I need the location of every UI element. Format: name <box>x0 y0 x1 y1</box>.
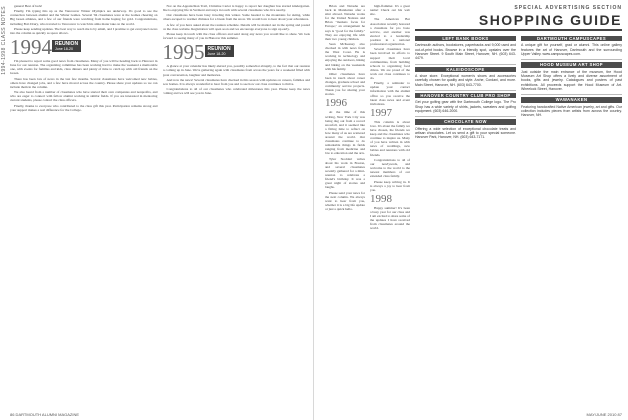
right-page <box>315 0 628 420</box>
note-paragraph: Please keep writing in. It is always a joy to hear from you. <box>370 179 410 192</box>
note-paragraph: This column is about love. It's about the family we have chosen, the friends we keep and the classmates who continue to inspire us. Many of you have written in with news of weddings, new babies and reunions with old friends. <box>370 119 410 157</box>
class-year-number: 1998 <box>370 192 392 205</box>
listing-heading: CHOCOLATE NOW <box>415 119 516 124</box>
note-paragraph: Please send your news for the next column. We always want to hear from you, whether it is a big life update or just a quick hello. <box>325 190 365 211</box>
note-paragraph: Congratulations to all of our classmates who celebrated milestones this year. Please keep the news coming and we will see you in June. <box>162 87 310 96</box>
reunion-label: REUNION <box>207 46 231 53</box>
note-paragraph: The American Bar Association recently honored a classmate for pro bono service, and another was elected to a leadership position in a national professional organization. <box>370 17 410 47</box>
listing-heading: HANOVER COUNTRY CLUB PRO SHOP <box>415 93 516 98</box>
note-paragraph: A glance at your calendar has likely alerted you, possibly somewhat abruptly, to the fact that our reunion is coming up in June. We're gathering again with classmates from across the years for a weekend filled with great conversation, laughter and memories. <box>162 64 310 77</box>
shopping-guide-columns <box>415 36 622 406</box>
note-paragraph: Please keep in touch with the class officers and send along any news you would like to share. We look forward to seeing many of you in Hanover this summer. <box>162 32 310 41</box>
listing-body: A unique gift for yourself, grad or alumni. This online gallery features the art of Hanover, Dartmouth and the surrounding Upper Valley. www.campuscapes.com. <box>521 43 622 56</box>
note-paragraph: There has been lots of news in the last few months. Several classmates have welcomed new babies, others have changed jobs, and a few have moved across the country. Please share your updates so we can include them in the column. <box>10 76 158 89</box>
class-notes-right-columns <box>325 4 410 406</box>
note-paragraph: Finally, I'm typing this up as the Vancouver Winter Olympics are underway. It's good to see the connection between alumni and the Winter Games. Several '94 classmates were at the Games cheering on Big Green athletes, and a few of our friends were watching from home hoping for gold. Congratulations, including Bob Drury, who traveled to Vancouver to watch his alma mater take on the world. <box>10 9 158 26</box>
note-paragraph: Several classmates have been involved in efforts to support their local communities, from building schools to organizing food drives. We are proud of the work our class continues to do. <box>370 47 410 80</box>
note-paragraph: We also heard from a number of classmates who have started their own companies and nonprofits, and who are eager to connect with fellow alumni working in similar fields. If you are interested in mentoring current students, please contact the class officers. <box>10 90 158 103</box>
note-paragraph: I'm pleased to report some good news from classmates. Many of you will be heading back to Hanover in June for our reunion. The organizing committee has been working hard to make the weekend a memorable one, with events for families and kids, class dinners and plenty of time to catch up with old friends on the Green. <box>10 59 158 76</box>
listing-divider <box>415 64 516 65</box>
class-notes-columns <box>10 4 310 406</box>
listing-body: A shoe store. Exceptional women's shoes and accessories carefully chosen for quality and style. Arche, Cordani, and more. Main Street, Hanover, NH. (603) 643-7700. <box>415 74 516 87</box>
notes-column <box>325 4 365 406</box>
listing-body: Get your golfing gear with the Dartmouth College logo. The Pro Shop has a wide variety of shirts, jackets, sweaters and golfing equipment. (603) 646-2000. <box>415 100 516 113</box>
listing-heading: DARTMOUTH CAMPUSCAPES <box>521 36 622 41</box>
class-year-number: 1997 <box>370 106 392 119</box>
right-folio: MAY/JUNE 2010 87 <box>586 412 622 417</box>
class-year-heading <box>162 40 311 65</box>
reunion-date: June 18-20 <box>55 47 73 52</box>
note-paragraph: Other classmates have been in touch about career changes, graduate school and community service projects. Thank you for sharing your stories. <box>325 71 365 97</box>
listing-body: Offering a wide selection of exceptional chocolate treats and artisan chocolates. Let us send a gift to your special someone. Hanover Park, Hanover, NH. (603) 643-7171. <box>415 126 516 140</box>
note-paragraph: At the time of this writing, New York City was being dug out from a record snowfall, and it seemed like a fitting time to reflect on how many of us are scattered around the world. Our classmates continue to do remarkable things in fields ranging from medicine and law to education and the arts. <box>325 110 365 156</box>
notes-column <box>370 4 410 406</box>
listing-heading: LEFT BANK BOOKS <box>415 36 516 41</box>
note-paragraph: A few of you have asked about the reunion schedule. Details will be mailed out in the spring and posted on the class website. Registration will open soon and we encourage everyone to sign up early. <box>162 22 310 31</box>
listing-divider <box>415 90 516 91</box>
listing-divider <box>415 116 516 117</box>
listing-body: Featuring handcrafted Native American jewelry, art and gifts. Our collection includes pieces from artists from across the country. Hanover, NH. <box>521 104 622 118</box>
listing-divider <box>521 94 622 95</box>
listing-heading: KALEIDOSCOPE <box>415 67 516 72</box>
notes-column <box>10 4 158 406</box>
special-advertising-label: SPECIAL ADVERTISING SECTION <box>514 5 622 11</box>
class-year-heading <box>10 35 158 60</box>
note-paragraph: Sean McKeeney also checked in with news from the West Coast. He is working in technology and enjoying the outdoors, hiking and biking on the weekends with his family. <box>325 42 365 71</box>
note-paragraph: Congratulations to all of our newlyweds, and welcome to the world to the newest members of our extended class family. <box>370 157 410 179</box>
listing-body: Just outside the main entrance of the museum, the Hood Museum Art Shop offers a lively and diverse assortment of books, gifts and jewelry. Catalogues and posters of past exhibitions. All proceeds support the Hood Museum of Art. Wheelock Street, Hanover. <box>521 69 622 91</box>
note-paragraph: Finally, thanks to everyone who contributed to the class gift this year. Participation remains strong and your support makes a real difference for the College. <box>10 103 158 112</box>
class-year-number: 1996 <box>325 97 347 110</box>
note-paragraph: Brian and Natasha are back in Manhattan after a stint abroad. Natasha works for the United Nations and Brian ''markets focus for Europe,'' an arrangement he says is ''good for the family.'' They are enjoying life with their two young children. <box>325 4 365 41</box>
reunion-date: June 18-20 <box>207 52 226 57</box>
listing-heading: HOOD MUSEUM ART SHOP <box>521 62 622 67</box>
reunion-badge <box>52 40 81 52</box>
note-paragraph: Our classmates have been busy traveling this winter. Some headed to the mountains for skiing, while others escaped to warmer climates for a break from the snow. We would love to hear about your adventures. <box>162 13 310 22</box>
shopping-guide-title: SHOPPING GUIDE <box>415 12 622 31</box>
class-year-number: 1994 <box>10 35 52 60</box>
note-paragraph: Happy summer! It's been a busy year for our class and I am excited to share some of the updates I have received from classmates around the world. <box>370 205 410 231</box>
note-paragraph: general Best of luck! <box>14 4 43 8</box>
class-year-number: 1995 <box>162 40 205 65</box>
reunion-badge <box>205 45 234 57</box>
listing-divider <box>521 59 622 60</box>
note-paragraph: Tyler Stoddart writes about his work in Boston, and several classmates recently gathered for a mini-reunion to celebrate a friend's birthday. It was a great night of stories and laughs. <box>325 156 365 190</box>
class-notes-side-tab: 1994-1998 CLASS NOTES <box>1 6 7 75</box>
shopping-guide-column <box>415 36 516 406</box>
note-paragraph: And now the news! Several classmates have checked in this season with updates on careers, families and new homes. It is always wonderful to hear from you and to see how our class continues to thrive. <box>162 77 310 86</box>
note-paragraph: Please keep sending updates. The best way to reach me is by email, and I promise to get everyone's news into the column as quickly as space allows. <box>10 26 158 35</box>
listing-body: Dartmouth authors, bookstores, paperbacks and 9,000 used and out-of-print books. Browse in a friendly spot, upstairs over the Hanover Street. 9 South Main Street, Hanover, NH. (603) 643-4479. <box>415 43 516 61</box>
note-paragraph: Not on the Appalachian Trail, Christine Carter is happy to report her daughter has started kindergarten. She is enjoying life in Vermont and stays in touch with several classmates who live nearby. <box>162 4 310 13</box>
notes-column <box>163 4 311 406</box>
reunion-label: REUNION <box>55 41 79 48</box>
shopping-guide-column <box>521 36 622 406</box>
note-paragraph: Finally, a reminder to update your contact information with the alumni office so you receive the latest class news and event invitations. <box>370 81 410 106</box>
note-paragraph: high-flammer. It's a great name! Check out his web site. <box>370 4 410 17</box>
left-folio: 86 DARTMOUTH ALUMNI MAGAZINE <box>10 412 80 417</box>
listing-heading: WAWANAKEN <box>521 97 622 102</box>
